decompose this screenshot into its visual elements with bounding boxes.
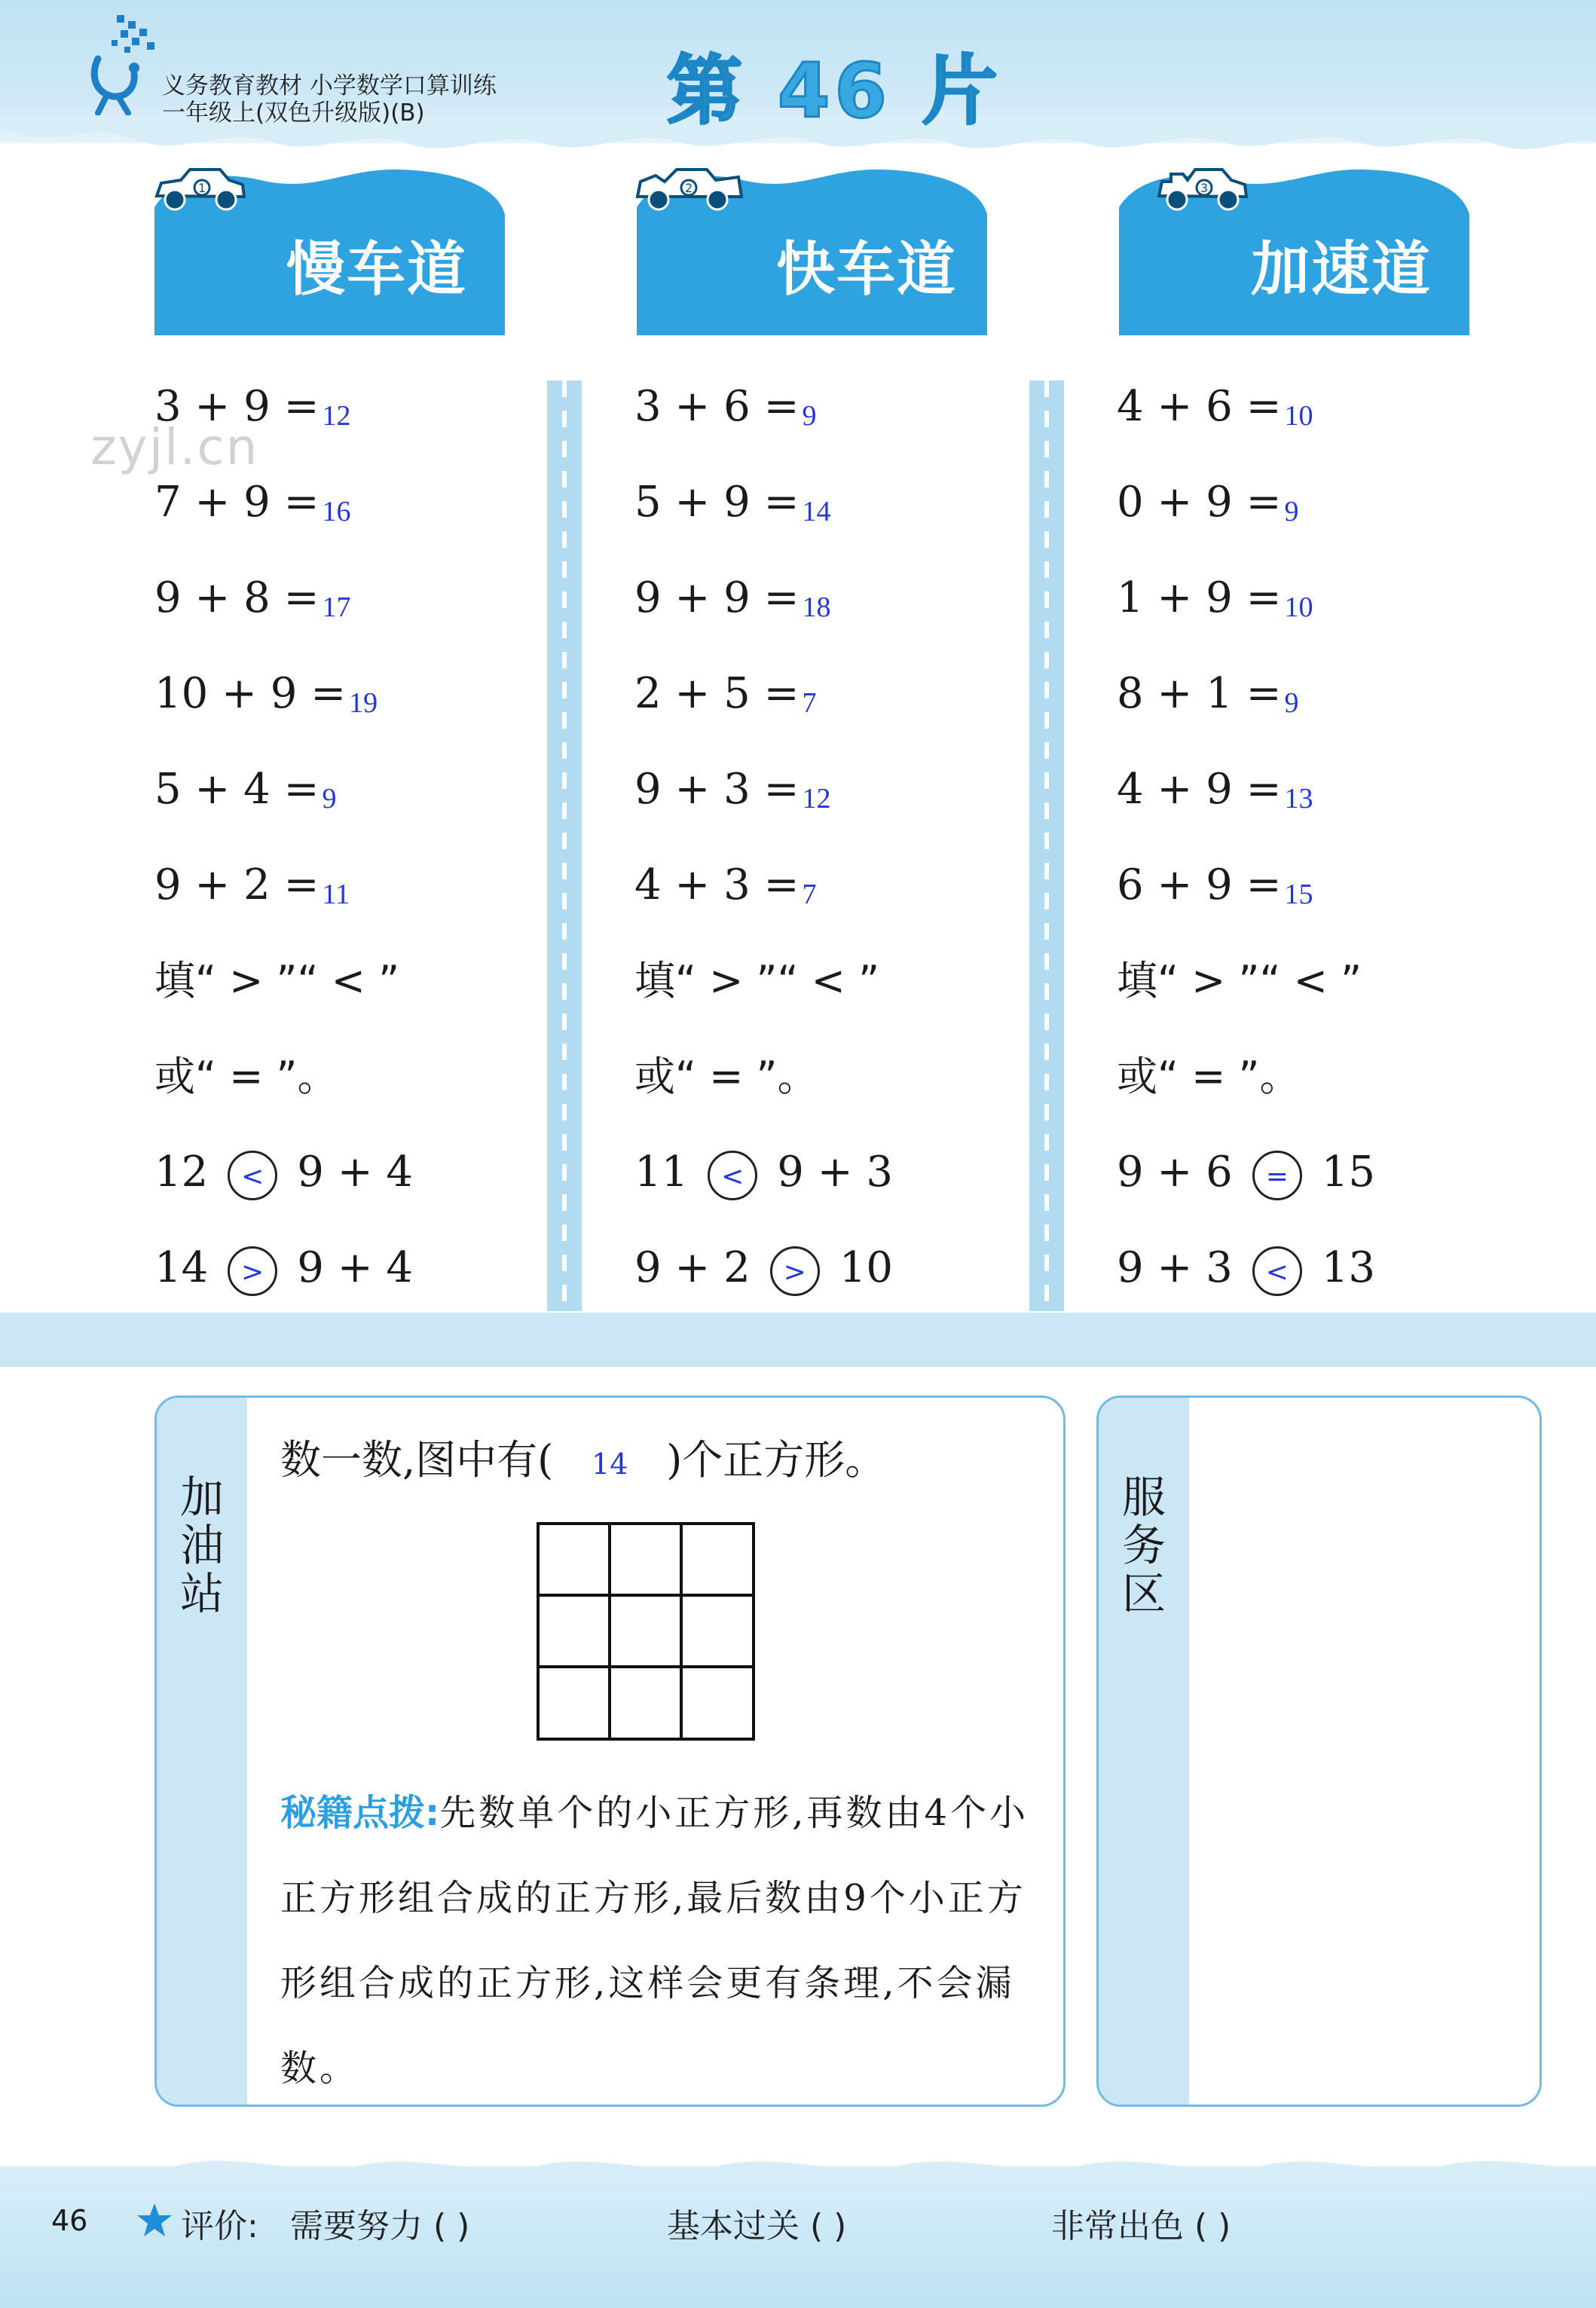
fill-instruction: 或“ = ”。 — [1117, 1053, 1301, 1100]
lane-header-slow — [151, 162, 509, 335]
comparison-circle: > — [770, 1246, 820, 1296]
expression: 6 + 9 = — [1117, 861, 1282, 909]
answer: 14 — [802, 496, 831, 527]
exercise-row — [154, 763, 337, 825]
expression: 5 + 9 = — [634, 478, 800, 527]
exercise-row — [634, 668, 817, 729]
comparison-row: 9 + 6 = 15 — [1117, 1146, 1375, 1200]
evaluation-option[interactable]: 非常出色 ( ) — [1051, 2207, 1231, 2245]
svg-text:3: 3 — [1200, 181, 1209, 195]
star-icon — [136, 2202, 173, 2238]
comparison-row: 9 + 2 > 10 — [634, 1242, 893, 1296]
evaluation-label: 评价: — [181, 2207, 258, 2245]
section-band — [0, 1313, 1596, 1367]
exercise-row — [154, 859, 350, 921]
comparison-row: 11 < 9 + 3 — [634, 1146, 893, 1200]
svg-text:1: 1 — [198, 181, 206, 195]
expression: 9 + 8 = — [154, 573, 320, 622]
expression: 9 + 9 = — [634, 573, 800, 622]
lane-divider — [547, 381, 582, 1311]
answer: 11 — [322, 879, 350, 910]
fill-instruction: 填“ > ”“ < ” — [154, 957, 400, 1004]
hint-label: 秘籍点拨: — [280, 1792, 440, 1834]
exercise-row — [154, 476, 351, 538]
evaluation-option[interactable]: 需要努力 ( ) — [290, 2207, 470, 2245]
hint-paragraph — [280, 1771, 1034, 2111]
fill-instruction: 或“ = ”。 — [634, 1053, 818, 1100]
answer: 10 — [1284, 400, 1313, 432]
exercise-row — [1117, 381, 1313, 442]
exercise-row — [1117, 668, 1299, 729]
expression: 3 + 9 = — [154, 382, 320, 431]
answer: 7 — [802, 687, 817, 719]
station-label-text: 加油站 — [179, 1472, 224, 1619]
count-squares-question — [280, 1428, 885, 1486]
expression: 0 + 9 = — [1117, 478, 1282, 527]
expression: 4 + 3 = — [634, 861, 800, 909]
exercise-row — [1117, 859, 1313, 921]
page-title: 第 46 片 — [667, 47, 1002, 135]
comparison-circle: < — [1252, 1246, 1302, 1296]
race-car-icon — [1153, 162, 1251, 215]
footer-wave-decoration — [0, 2151, 1596, 2181]
comparison-circle: > — [228, 1246, 277, 1296]
exercise-row — [634, 859, 817, 921]
exercise-row — [154, 381, 351, 442]
station-label — [178, 1473, 226, 1618]
answer: 17 — [322, 592, 351, 623]
three-by-three-grid — [537, 1522, 755, 1741]
answer: 19 — [349, 687, 378, 719]
answer: 13 — [1284, 783, 1313, 815]
answer: 16 — [322, 496, 351, 527]
exercise-row — [1117, 476, 1299, 538]
race-car-icon — [151, 162, 249, 215]
lane-header-accelerate — [1115, 162, 1473, 335]
expression: 1 + 9 = — [1117, 573, 1282, 622]
exercise-row — [634, 381, 817, 442]
evaluation-option[interactable]: 基本过关 ( ) — [667, 2207, 847, 2245]
answer: 9 — [1284, 687, 1299, 719]
service-label-text: 服务区 — [1121, 1472, 1166, 1619]
watermark: zyjl.cn — [90, 418, 259, 476]
exercise-row — [634, 572, 831, 634]
comparison-circle: < — [228, 1151, 277, 1200]
expression: 9 + 2 = — [154, 861, 320, 909]
comparison-row: 12 < 9 + 4 — [154, 1146, 413, 1200]
fill-instruction: 填“ > ”“ < ” — [1117, 957, 1362, 1004]
answer: 12 — [802, 783, 831, 815]
expression: 8 + 1 = — [1117, 669, 1282, 718]
answer: 12 — [322, 400, 351, 432]
exercise-row — [1117, 572, 1313, 634]
lane-title-fast: 快车道 — [776, 236, 958, 304]
exercise-row — [634, 763, 831, 825]
service-box — [1096, 1395, 1542, 2107]
answer: 9 — [1284, 496, 1299, 527]
comparison-row: 9 + 3 < 13 — [1117, 1242, 1375, 1296]
comparison-circle: = — [1252, 1151, 1302, 1200]
fill-instruction: 填“ > ”“ < ” — [634, 957, 880, 1004]
lane-divider — [1029, 381, 1064, 1311]
answer: 9 — [322, 783, 337, 815]
series-title-line1: 义务教育教材 小学数学口算训练 — [162, 72, 497, 99]
expression: 4 + 9 = — [1117, 765, 1282, 814]
question-answer: 14 — [592, 1447, 628, 1481]
expression: 9 + 3 = — [634, 765, 800, 814]
lane-title-slow: 慢车道 — [286, 236, 468, 304]
answer: 18 — [802, 592, 831, 623]
lane-title-accelerate: 加速道 — [1251, 236, 1432, 304]
page-number: 46 — [51, 2204, 88, 2237]
hint-text: 先数单个的小正方形,再数由4个小正方形组合成的正方形,最后数由9个小正方形组合成的正方形,这样会更有条理,不会漏数。 — [280, 1792, 1029, 2089]
answer: 15 — [1284, 879, 1313, 910]
series-title-line2: 一年级上(双色升级版)(B) — [162, 99, 425, 127]
race-car-icon — [633, 162, 746, 215]
answer: 9 — [802, 400, 817, 432]
answer: 10 — [1284, 592, 1313, 623]
exercise-row — [154, 572, 351, 634]
exercise-row — [1117, 763, 1313, 825]
expression: 7 + 9 = — [154, 478, 320, 527]
comparison-circle: < — [708, 1151, 757, 1200]
expression: 2 + 5 = — [634, 669, 800, 718]
expression: 5 + 4 = — [154, 765, 320, 814]
service-label — [1120, 1473, 1168, 1618]
exercise-row — [634, 476, 831, 538]
expression: 10 + 9 = — [154, 669, 347, 718]
fill-instruction: 或“ = ”。 — [154, 1053, 338, 1100]
expression: 4 + 6 = — [1117, 382, 1282, 431]
question-text: )个正方形。 — [666, 1436, 886, 1484]
question-text: 数一数,图中有( — [280, 1436, 554, 1484]
lane-header-fast — [633, 162, 991, 335]
expression: 3 + 6 = — [634, 382, 800, 431]
comparison-row: 14 > 9 + 4 — [154, 1242, 413, 1296]
publisher-logo-icon — [75, 14, 166, 115]
svg-text:2: 2 — [685, 181, 693, 195]
exercise-row — [154, 668, 378, 729]
answer: 7 — [802, 879, 817, 910]
